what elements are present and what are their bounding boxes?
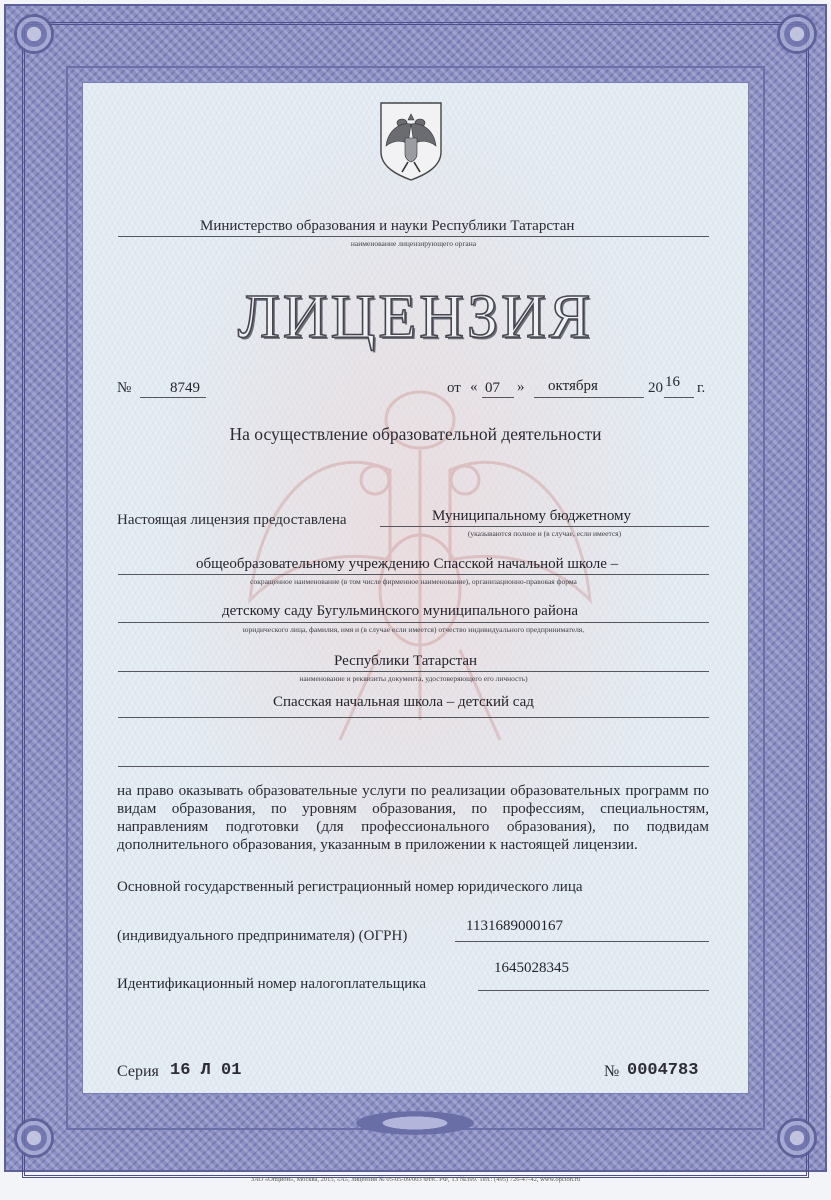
licensee-caption-3: юридического лица, фамилия, имя и (в случае если имеется) отчество индивидуального предпринимателя, bbox=[242, 625, 585, 634]
bottom-ornament bbox=[340, 1108, 490, 1138]
ogrn-label-line-1: Основной государственный регистрационный номер юридического лица bbox=[117, 879, 583, 895]
ogrn-label-line-2: (индивидуального предпринимателя) (ОГРН) bbox=[117, 928, 408, 944]
licensee-line-3: детскому саду Бугульминского муниципального района bbox=[222, 603, 579, 619]
inn-value: 1645028345 bbox=[494, 960, 569, 976]
underline bbox=[140, 397, 206, 398]
rights-paragraph: на право оказывать образовательные услуги по реализации образовательных программ по видам образования, по уровням образования, по профессиям, специальностям, направлениям подготовки (для профессионального образования), по подвидам дополнительного образования, указанным в приложении к настоящей лицензии. bbox=[117, 782, 709, 853]
series-label: Серия bbox=[117, 1063, 159, 1080]
underline bbox=[664, 397, 694, 398]
corner-rosette-bottom-right bbox=[777, 1118, 817, 1158]
licensee-caption-1: (указываются полное и (в случае, если имеется) bbox=[467, 529, 622, 538]
year-prefix: 20 bbox=[648, 380, 663, 396]
underline bbox=[118, 766, 709, 767]
printer-info: ЗАО «Опцион», Москва, 2015, «А», лицензия № 05-05-09/003 ФНС РФ, ТЗ №399. Тел.: (495) 726-47-42, www.opcion.ru bbox=[250, 1176, 581, 1183]
licensee-caption-2: сокращенное наименование (в том числе фирменное наименование), организационно-правовая форма bbox=[250, 577, 577, 586]
licensee-intro: Настоящая лицензия предоставлена bbox=[117, 512, 347, 528]
license-month: октября bbox=[548, 378, 598, 394]
license-day: 07 bbox=[485, 380, 500, 396]
document-title: ЛИЦЕНЗИЯ bbox=[237, 283, 594, 351]
underline bbox=[118, 574, 709, 575]
coat-of-arms-icon bbox=[378, 100, 444, 182]
blank-number-label: № bbox=[604, 1063, 620, 1080]
corner-rosette-top-left bbox=[14, 14, 54, 54]
licensee-line-2: общеобразовательному учреждению Спасской начальной школе – bbox=[196, 556, 619, 572]
underline bbox=[118, 717, 709, 718]
underline bbox=[118, 671, 709, 672]
inn-label: Идентификационный номер налогоплательщика bbox=[117, 976, 427, 992]
underline bbox=[478, 990, 709, 991]
license-number: 8749 bbox=[170, 380, 200, 396]
license-purpose: На осуществление образовательной деятельности bbox=[229, 424, 602, 444]
licensee-line-4: Республики Татарстан bbox=[334, 653, 478, 669]
year-unit: г. bbox=[697, 380, 706, 396]
underline bbox=[455, 941, 709, 942]
series-value: 16 Л 01 bbox=[170, 1061, 242, 1080]
authority-caption: наименование лицензирующего органа bbox=[350, 239, 477, 248]
corner-rosette-top-right bbox=[777, 14, 817, 54]
blank-number-value: 0004783 bbox=[627, 1061, 699, 1080]
number-prefix: № bbox=[117, 380, 132, 396]
underline bbox=[534, 397, 644, 398]
licensee-caption-4: наименование и реквизиты документа, удостоверяющего его личность) bbox=[299, 674, 528, 683]
quote-open: « bbox=[470, 379, 478, 395]
corner-rosette-bottom-left bbox=[14, 1118, 54, 1158]
issuing-authority: Министерство образования и науки Республики Татарстан bbox=[200, 218, 575, 234]
year-suffix: 16 bbox=[665, 374, 680, 390]
underline bbox=[380, 526, 709, 527]
underline bbox=[118, 622, 709, 623]
quote-close: » bbox=[517, 379, 525, 395]
underline bbox=[118, 236, 709, 237]
date-from-label: от bbox=[447, 380, 461, 396]
licensee-line-1: Муниципальному бюджетному bbox=[432, 508, 632, 524]
licensee-short-name: Спасская начальная школа – детский сад bbox=[273, 694, 534, 710]
ogrn-value: 1131689000167 bbox=[466, 918, 563, 934]
underline bbox=[482, 397, 514, 398]
